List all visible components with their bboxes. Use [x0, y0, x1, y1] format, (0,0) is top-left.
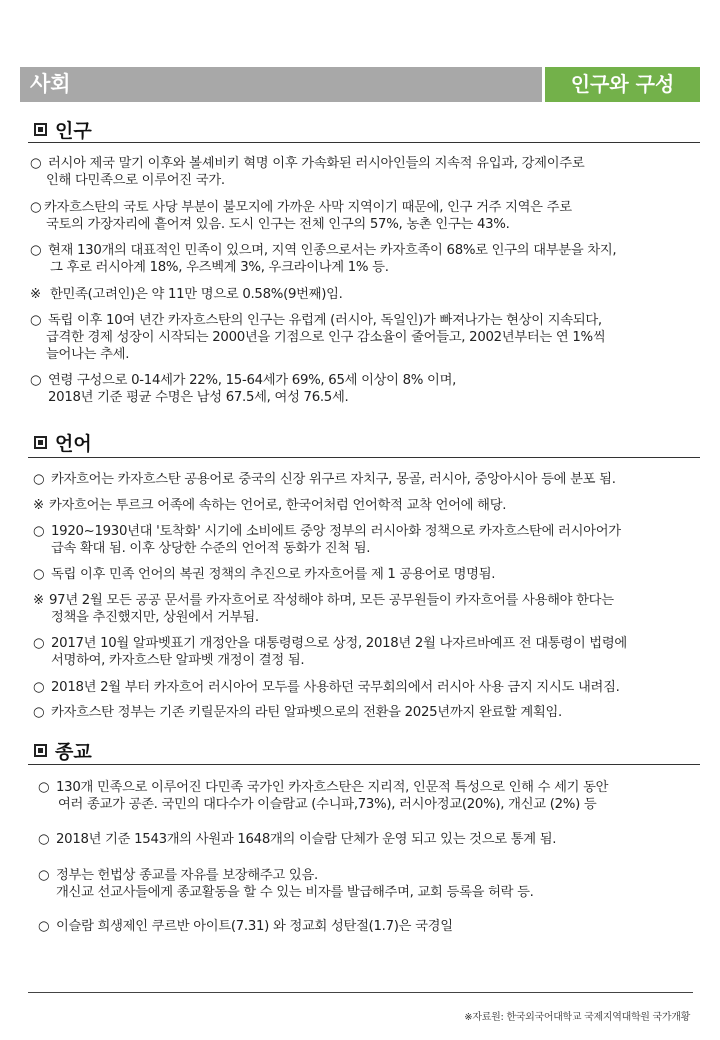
list-item: ○ 130개 민족으로 이루어진 다민족 국가인 카자흐스탄은 지리적, 인문적 특성으로 인해 수 세기 동안 여러 종교가 공존. 국민의 대다수가 이슬람교 (수니파,73%), 러시아정교(20%), 개신교 (2%) 등 [38, 780, 609, 812]
list-item: ○ 1920~1930년대 '토착화' 시기에 소비에트 중앙 정부의 러시아화 정책으로 카자흐스탄에 러시아어가 급속 확대 됨. 이후 상당한 수준의 언어적 동화가 진척 됨. [33, 524, 621, 556]
section-divider [28, 457, 700, 458]
list-item: ○ 카자흐어는 카자흐스탄 공용어로 중국의 신장 위구르 자치구, 몽골, 러시아, 중앙아시아 등에 분포 됨. [33, 472, 616, 487]
list-item: ○ 러시아 제국 말기 이후와 볼셰비키 혁명 이후 가속화된 러시아인들의 지속적 유입과, 강제이주로 인해 다민족으로 이루어진 국가. [30, 156, 585, 188]
section-title-language: 언어 [34, 429, 92, 456]
section-title-religion: 종교 [34, 737, 92, 764]
list-item: ○ 카자흐스탄의 국토 사당 부분이 불모지에 가까운 사막 지역이기 때문에, 인구 거주 지역은 주로 국토의 가장자리에 흩어져 있음. 도시 인구는 전체 인구의 57%, 농촌 인구는 43%. [30, 200, 572, 232]
list-item: ○ 2017년 10월 알파벳표기 개정안을 대통령령으로 상정, 2018년 2월 나자르바예프 전 대통령이 법령에 서명하여, 카자흐스탄 알파벳 개정이 결정 됨. [33, 636, 627, 668]
list-item: ○ 독립 이후 민족 언어의 복권 정책의 추진으로 카자흐어를 제 1 공용어로 명명됨. [33, 567, 496, 582]
source-note: ※자료원: 한국외국어대학교 국제지역대학원 국가개황 [464, 1012, 690, 1023]
section-divider [28, 764, 700, 765]
square-bullet-icon [34, 436, 47, 449]
list-item: ○ 정부는 헌법상 종교를 자유를 보장해주고 있음. 개신교 선교사들에게 종교활동을 할 수 있는 비자를 발급해주며, 교회 등록을 허락 등. [38, 868, 534, 900]
list-item: ○ 2018년 기준 1543개의 사원과 1648개의 이슬람 단체가 운영 되고 있는 것으로 통계 됨. [38, 832, 557, 847]
list-item: ※ 한민족(고려인)은 약 11만 명으로 0.58%(9번째)임. [30, 287, 343, 302]
list-item: ○ 카자흐스탄 정부는 기존 키릴문자의 라틴 알파벳으로의 전환을 2025년까지 완료할 계획임. [33, 705, 562, 720]
section-divider [28, 142, 700, 143]
footer-divider [28, 992, 693, 993]
list-item: ※ 97년 2월 모든 공공 문서를 카자흐어로 작성해야 하며, 모든 공무원들이 카자흐어를 사용해야 한다는 정책을 추진했지만, 상원에서 거부됨. [33, 593, 614, 625]
list-item: ○ 이슬람 희생제인 쿠르반 아이트(7.31) 와 정교회 성탄절(1.7)은 국경일 [38, 919, 453, 934]
list-item: ○ 독립 이후 10여 년간 카자흐스탄의 인구는 유럽계 (러시아, 독일인)가 빠져나가는 현상이 지속되다, 급격한 경제 성장이 시작되는 2000년을 기점으로 인구 감소율이 줄어들고, 2002년부터는 연 1%씩 늘어나는 추세. [30, 313, 606, 362]
category-label: 사회 [20, 67, 542, 102]
page-header [20, 67, 700, 102]
list-item: ○ 2018년 2월 부터 카자흐어 러시아어 모두를 사용하던 국무회의에서 러시아 사용 금지 지시도 내려짐. [33, 680, 620, 695]
topic-label: 인구와 구성 [545, 67, 700, 102]
square-bullet-icon [34, 744, 47, 757]
list-item: ○ 현재 130개의 대표적인 민족이 있으며, 지역 인종으로서는 카자흐족이 68%로 인구의 대부분을 차지, 그 후로 러시아계 18%, 우즈벡계 3%, 우크라이나계 1% 등. [30, 243, 617, 275]
list-item: ○ 연령 구성으로 0-14세가 22%, 15-64세가 69%, 65세 이상이 8% 이며, 2018년 기준 평균 수명은 남성 67.5세, 여성 76.5세. [30, 373, 457, 405]
square-bullet-icon [34, 123, 47, 136]
section-title-population: 인구 [34, 116, 92, 143]
list-item: ※ 카자흐어는 투르크 어족에 속하는 언어로, 한국어처럼 언어학적 교착 언어에 해당. [33, 498, 507, 513]
